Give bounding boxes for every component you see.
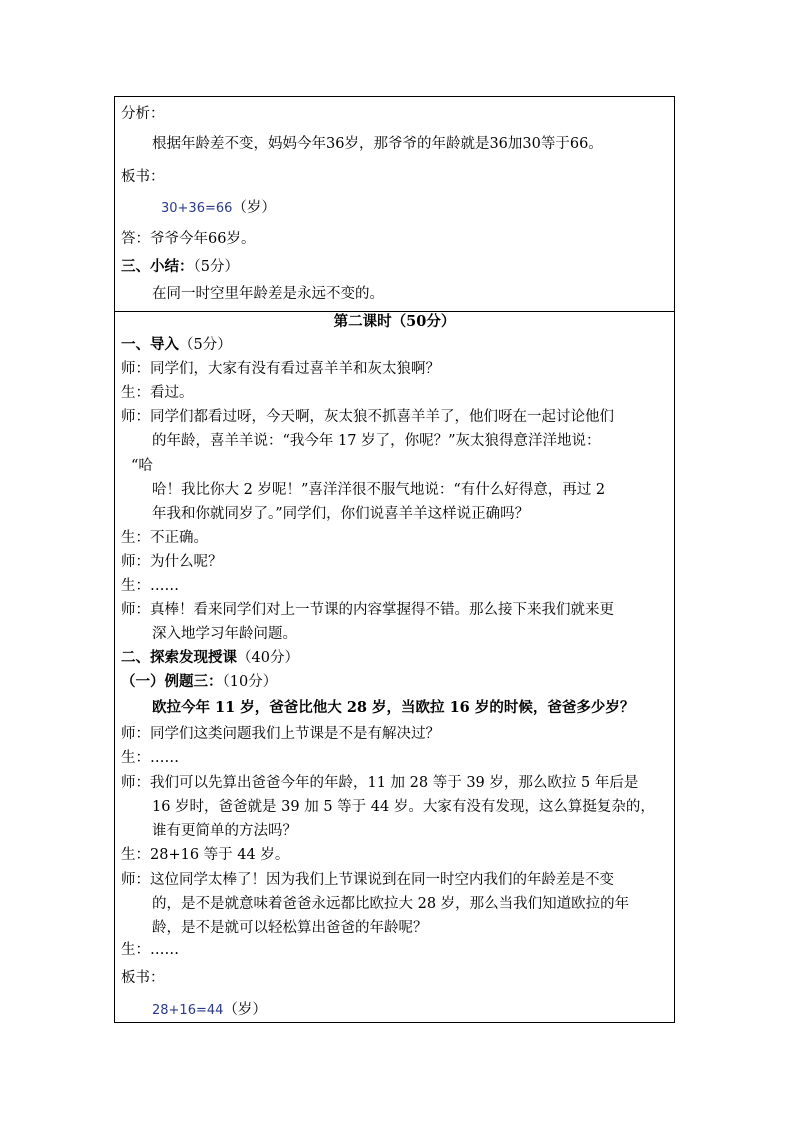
dialogue-line: 谁有更简单的方法吗？ [152, 823, 297, 839]
lesson-table [114, 96, 675, 1023]
explore-time: （40分） [237, 650, 299, 666]
example-problem: 欧拉今年 11 岁，爸爸比他大 28 岁，当欧拉 16 岁的时候，爸爸多少岁？ [152, 699, 635, 716]
intro-time: （5分） [179, 337, 232, 353]
dialogue-line: 生：28+16 等于 44 岁。 [121, 847, 290, 863]
example-time: （10分） [222, 674, 278, 690]
board-label: 板书： [121, 169, 165, 185]
dialogue-line: 生：不正确。 [121, 530, 208, 546]
section-title: 第二课时（50分） [333, 313, 456, 330]
dialogue-line: 的，是不是就意味着爸爸永远都比欧拉大 28 岁，那么当我们知道欧拉的年 [152, 896, 630, 912]
board-equation-formula: 30+36=66 [161, 201, 233, 216]
dialogue-line: 生：…… [121, 578, 179, 594]
intro-heading: 一、导入 [121, 336, 179, 353]
board-equation-2-formula: 28+16=44 [152, 1003, 224, 1018]
board-equation-2-unit: （岁） [223, 1002, 267, 1018]
dialogue-line: 深入地学习年龄问题。 [152, 626, 297, 642]
dialogue-line: 师：真棒！看来同学们对上一节课的内容掌握得不错。那么接下来我们就来更 [121, 602, 614, 618]
summary-heading-line [121, 257, 239, 277]
board-label-2: 板书： [121, 970, 165, 986]
dialogue-line: 师：这位同学太棒了！因为我们上节课说到在同一时空内我们的年龄差是不变 [121, 872, 614, 888]
dialogue-line: 年我和你就同岁了。”同学们，你们说喜羊羊这样说正确吗？ [152, 506, 530, 522]
explore-heading-line [121, 648, 299, 668]
board-equation-unit: （岁） [232, 200, 276, 216]
board-equation-2 [152, 1000, 267, 1021]
dialogue-line: 生：…… [121, 942, 179, 958]
dialogue-line: 生：…… [121, 750, 179, 766]
explore-heading: 二、探索发现授课 [121, 649, 237, 666]
dialogue-line: 师：同学们都看过呀，今天啊，灰太狼不抓喜羊羊了，他们呀在一起讨论他们 [121, 409, 614, 425]
dialogue-line: 哈！我比你大 2 岁呢！”喜洋洋很不服气地说：“有什么好得意，再过 2 [152, 482, 606, 498]
dialogue-line: 师：为什么呢？ [121, 554, 223, 570]
board-equation [161, 198, 276, 219]
dialogue-line: 师：同学们，大家有没有看过喜羊羊和灰太狼啊？ [121, 361, 440, 377]
summary-time: （5分） [193, 259, 239, 275]
summary-heading: 三、小结： [121, 258, 194, 275]
example-heading-line [121, 672, 277, 692]
analysis-text: 根据年龄差不变，妈妈今年36岁，那爷爷的年龄就是36加30等于66。 [152, 136, 603, 152]
dialogue-line: 师：我们可以先算出爸爸今年的年龄，11 加 28 等于 39 岁，那么欧拉 5 年后是 [121, 775, 639, 791]
dialogue-line: “哈 [131, 458, 153, 474]
dialogue-line: 生：看过。 [121, 385, 194, 401]
dialogue-line: 师：同学们这类问题我们上节课是不是有解决过？ [121, 726, 440, 742]
analysis-label: 分析： [121, 106, 165, 122]
dialogue-line: 龄，是不是就可以轻松算出爸爸的年龄呢？ [152, 920, 428, 936]
dialogue-line: 的年龄，喜羊羊说：“我今年 17 岁了，你呢？”灰太狼得意洋洋地说： [152, 433, 601, 449]
example-heading: （一）例题三： [121, 673, 223, 690]
dialogue-line: 16 岁时，爸爸就是 39 加 5 等于 44 岁。大家有没有发现，这么算挺复杂的， [152, 799, 655, 815]
answer-text: 爷爷今年66岁。 [150, 231, 256, 247]
answer-line [121, 229, 255, 249]
intro-heading-line [121, 335, 232, 355]
answer-label: 答： [121, 231, 150, 247]
summary-text: 在同一时空里年龄差是永远不变的。 [152, 286, 384, 302]
